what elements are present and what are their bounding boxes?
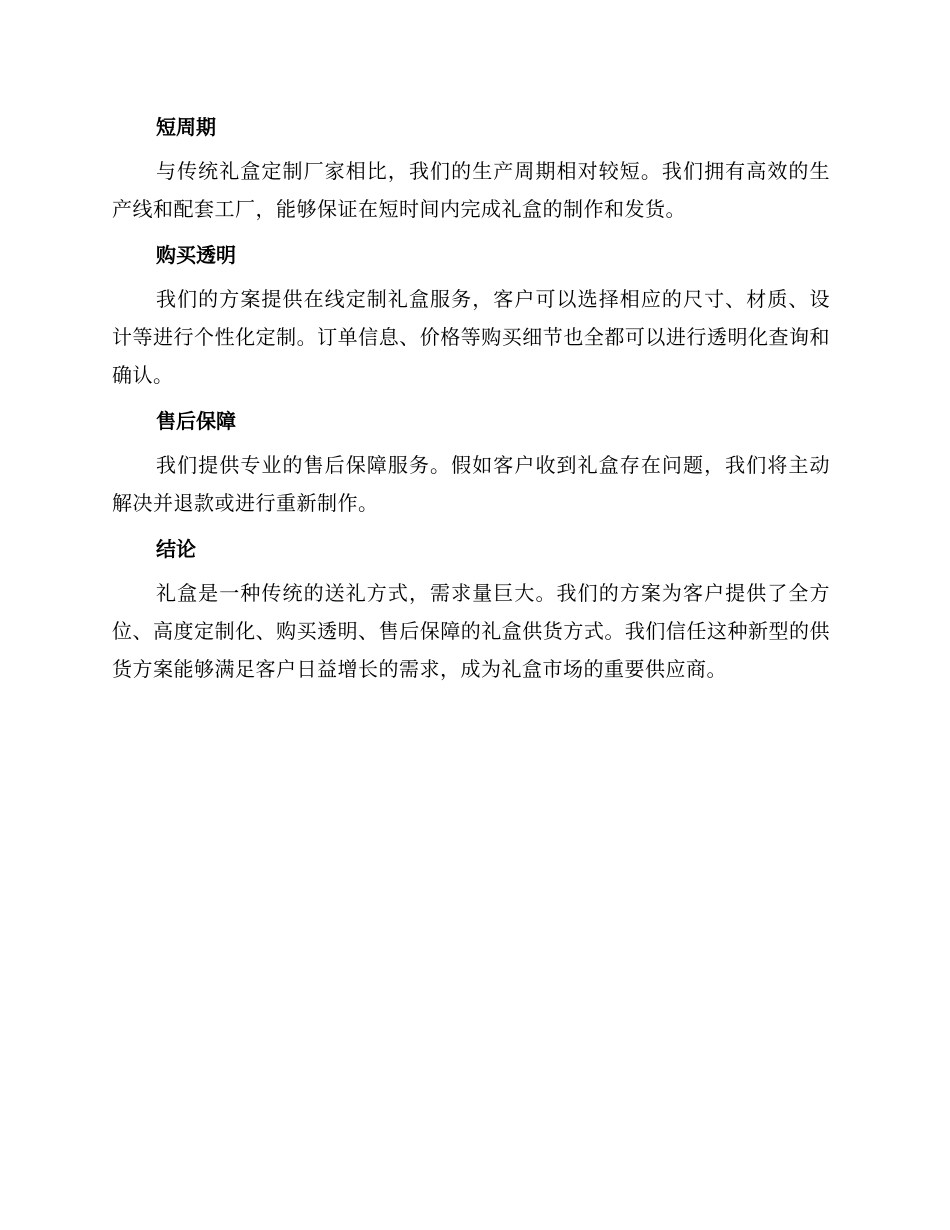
section-paragraph: 与传统礼盒定制厂家相比，我们的生产周期相对较短。我们拥有高效的生产线和配套工厂，能够保证在短时间内完成礼盒的制作和发货。 xyxy=(112,159,830,221)
section-heading: 短周期 xyxy=(156,115,216,139)
section-paragraph: 礼盒是一种传统的送礼方式，需求量巨大。我们的方案为客户提供了全方位、高度定制化、购买透明、售后保障的礼盒供货方式。我们信任这种新型的供货方案能够满足客户日益增长的需求，成为礼盒市场的重要供应商。 xyxy=(112,581,830,681)
document-body xyxy=(112,108,830,696)
section-after-sales xyxy=(112,402,830,522)
section-short-cycle xyxy=(112,108,830,228)
section-heading: 售后保障 xyxy=(156,409,236,433)
section-conclusion xyxy=(112,530,830,688)
section-heading: 结论 xyxy=(156,537,196,561)
section-transparent-purchase xyxy=(112,236,830,394)
section-heading: 购买透明 xyxy=(156,243,236,267)
section-paragraph: 我们提供专业的售后保障服务。假如客户收到礼盒存在问题，我们将主动解决并退款或进行重新制作。 xyxy=(112,453,830,515)
section-paragraph: 我们的方案提供在线定制礼盒服务，客户可以选择相应的尺寸、材质、设计等进行个性化定制。订单信息、价格等购买细节也全都可以进行透明化查询和确认。 xyxy=(112,287,830,387)
